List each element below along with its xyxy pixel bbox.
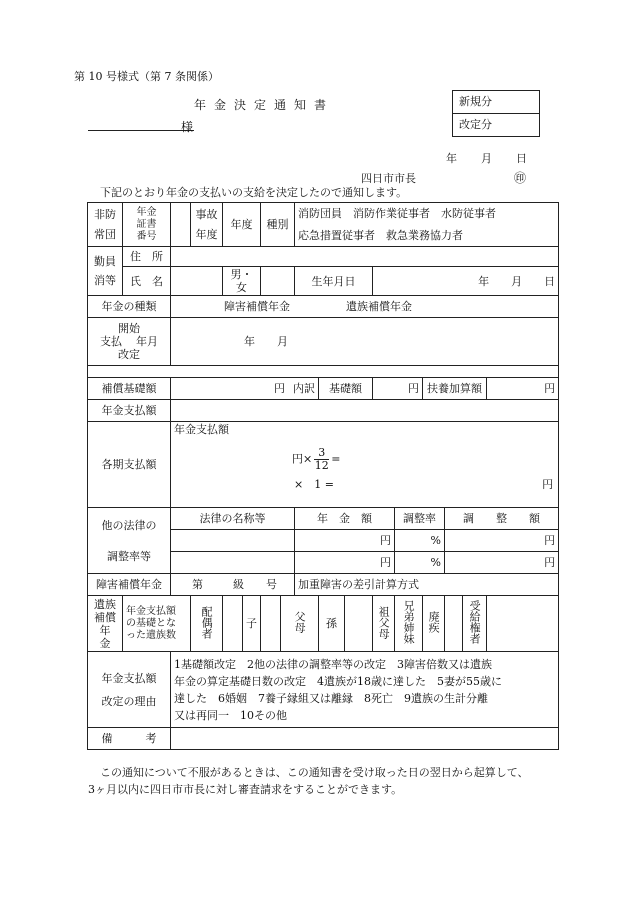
fraction-formula: 円× $\frac{3}{12}$ = — [292, 445, 341, 472]
address-value — [171, 247, 559, 267]
disabled-label: 廃疾 — [423, 596, 445, 652]
child-value — [261, 596, 281, 652]
new-box: 新規分 — [459, 95, 492, 108]
worker-types: 消防団員 消防作業従事者 水防従事者 応急措置従事者 救急業務協力者 — [295, 203, 559, 247]
adjust-rate-header: 調整率 — [395, 508, 445, 530]
survivor-count-label: 年金支払額 の基礎とな った遺族数 — [123, 596, 191, 652]
issue-month: 月 — [481, 152, 492, 165]
dependent-add-value: 円 — [487, 378, 559, 400]
annual-pay-label: 年金支払額 — [88, 400, 171, 422]
disability-pension-label: 障害補償年金 — [88, 574, 171, 596]
kisogaku-value: 円 — [373, 378, 423, 400]
survivor-pension-label: 遺族補償 年 金 — [88, 596, 123, 652]
footer-line-2: 3ヶ月以内に四日市市長に対し審査請求をすることができます。 — [88, 783, 403, 796]
remarks-value — [171, 728, 559, 750]
addressee-sama: 様 — [181, 120, 194, 134]
pension-amount-1: 円 — [295, 530, 395, 552]
grandchild-label: 孫 — [319, 596, 345, 652]
law-name-1 — [171, 530, 295, 552]
grandchild-value — [345, 596, 373, 652]
aggravated-method: 加重障害の差引計算方式 — [295, 574, 559, 596]
form-number: 第 10 号様式（第 7 条関係） — [74, 70, 219, 83]
disability-grade: 第 級 号 — [171, 574, 295, 596]
period-pay-label: 各期支払額 — [88, 422, 171, 508]
remarks-label: 備 考 — [88, 728, 171, 750]
recipient-label: 受給権者 — [463, 596, 487, 652]
child-label: 子 — [243, 596, 261, 652]
period-pay-value: 年金支払額 円× $\frac{3}{12}$ = × 1 = 円 — [171, 422, 559, 508]
issue-day: 日 — [516, 152, 527, 165]
intro-text: 下記のとおり年金の支払いの支給を決定したので通知します。 — [100, 186, 408, 199]
kinmu-cell: 勤員 消等 — [88, 247, 123, 296]
pension-amount-header: 年 金 額 — [295, 508, 395, 530]
revision-reason-label: 年金支払額 改定の理由 — [88, 652, 171, 728]
sex-choice: 男・女 — [223, 267, 261, 296]
base-amount-label: 補償基礎額 — [88, 378, 171, 400]
other-law-label: 他の法律の 調整率等 — [88, 508, 171, 574]
type-label: 種別 — [261, 203, 295, 247]
name-label: 氏 名 — [123, 267, 171, 296]
law-name-2 — [171, 552, 295, 574]
pension-amount-2: 円 — [295, 552, 395, 574]
issue-year: 年 — [446, 152, 457, 165]
pension-cert-label: 年金 証書 番号 — [123, 203, 171, 247]
pension-cert-no — [171, 203, 191, 247]
address-label: 住 所 — [123, 247, 171, 267]
grandparents-label: 祖父母 — [373, 596, 395, 652]
birth-value: 年 月 日 — [373, 267, 559, 296]
spouse-value — [223, 596, 243, 652]
revision-reason-text: 1基礎額改定 2他の法律の調整率等の改定 3障害倍数又は遺族 年金の算定基礎日数の改定 4遺族が18歳に達した 5妻が55歳に 達した 6婚姻 7養子縁組又は離縁 8死亡 9遺族の生計分離 又は再同一 10その他 — [171, 652, 559, 728]
law-name-header: 法律の名称等 — [171, 508, 295, 530]
pension-form-table — [87, 202, 559, 750]
base-amount-value: 円 内訳 — [171, 378, 319, 400]
adjust-amount-header: 調 整 額 — [445, 508, 559, 530]
siblings-label: 兄弟姉妹 — [395, 596, 423, 652]
adjust-rate-1: % — [395, 530, 445, 552]
name-value — [171, 267, 223, 296]
accident-year-label: 事故 年度 — [191, 203, 223, 247]
pension-type-label: 年金の種類 — [88, 296, 171, 318]
page-title: 年金決定通知書 — [194, 98, 335, 112]
sex-blank — [261, 267, 295, 296]
annual-pay-value — [171, 400, 559, 422]
seal-mark: ㊞ — [514, 171, 527, 185]
kisogaku-label: 基礎額 — [319, 378, 373, 400]
footer-line-1: この通知について不服があるときは、この通知書を受け取った日の翌日から起算して、 — [100, 766, 529, 779]
payment-start-label: 開始 支払 年月 改定 — [88, 318, 171, 366]
birth-label: 生年月日 — [295, 267, 373, 296]
new-revise-box — [452, 90, 540, 137]
recipient-value — [487, 596, 559, 652]
pension-type-values: 障害補償年金 遺族補償年金 — [171, 296, 559, 318]
dependent-add-label: 扶養加算額 — [423, 378, 487, 400]
payment-start-value: 年 月 — [171, 318, 559, 366]
spouse-label: 配偶者 — [191, 596, 223, 652]
category-cell: 非防 常団 — [88, 203, 123, 247]
fiscal-year-label: 年度 — [223, 203, 261, 247]
parents-label: 父母 — [281, 596, 319, 652]
addressee-line — [88, 130, 194, 131]
spacer-row — [88, 366, 559, 378]
mayor-title: 四日市市長 — [361, 172, 416, 185]
disabled-value — [445, 596, 463, 652]
revise-box: 改定分 — [453, 113, 539, 136]
adjust-amount-2: 円 — [445, 552, 559, 574]
adjust-rate-2: % — [395, 552, 445, 574]
adjust-amount-1: 円 — [445, 530, 559, 552]
